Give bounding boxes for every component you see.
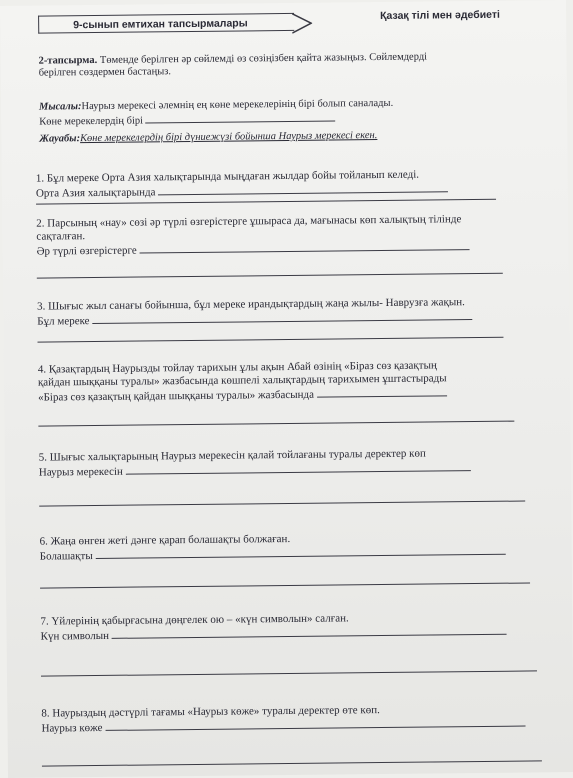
example-block — [39, 97, 509, 129]
task-text-line1: Төменде берілген әр сөйлемді өз сөзіңізбен қайта жазыңыз. Сөйлемдерді — [99, 51, 428, 66]
question-2-extra-line[interactable] — [37, 273, 503, 279]
question-6-extra-line[interactable] — [40, 582, 530, 588]
question-8-extra-line[interactable] — [42, 760, 542, 766]
task-instructions — [38, 51, 508, 80]
question-1-text: 1. Бұл мереке Орта Азия халықтарында мыңдаған жылдар бойы тойланып келеді. — [35, 168, 420, 185]
question-2-answer-line[interactable] — [139, 239, 469, 253]
answer-label: Жауабы: — [39, 133, 81, 145]
example-sentence: Наурыз мерекесі әлемнің ең көне мерекелерінің бірі болып саналады. — [81, 97, 394, 113]
question-2-text: 2. Парсының «нау» сөзі әр түрлі өзгерістерге ұшыраса да, мағынасы көп халықтың тілінде — [36, 213, 462, 230]
banner-arrow-icon — [292, 13, 312, 34]
question-1-answer-line[interactable] — [158, 181, 448, 195]
question-2-text-cont: сақталған. — [36, 230, 86, 243]
question-4-text-cont: қайдан шыққаны туралы» жазбасында көшпелі халықтардың тарихымен ұштастырады — [37, 372, 447, 389]
question-6 — [40, 530, 530, 563]
question-3 — [37, 295, 527, 328]
exam-banner-text: 9-сынып емтихан тапсырмалары — [73, 17, 248, 32]
question-7-text: 7. Үйлерінің қабырғасына дөңгелек ою – «күн символын» салған. — [40, 612, 349, 628]
question-7-prompt: Күн символын — [40, 629, 110, 643]
question-6-prompt: Болашақты — [39, 550, 93, 563]
question-4-text: 4. Қазақтардың Наурызды тойлау тарихын ұлы ақын Абай өзінің «Біраз сөз қазақтың — [37, 359, 437, 376]
question-8-prompt: Наурыз көже — [41, 721, 103, 735]
question-2-prompt: Әр түрлі өзгерістерге — [36, 244, 137, 258]
question-7 — [40, 610, 530, 643]
answer-block — [39, 129, 519, 145]
question-4-answer-line[interactable] — [317, 385, 447, 397]
question-5 — [39, 446, 529, 479]
question-1-prompt: Орта Азия халықтарында — [35, 186, 156, 200]
example-label: Мысалы: — [38, 101, 82, 113]
subject-title: Қазақ тілі мен әдебиеті — [380, 8, 500, 23]
exam-banner — [38, 13, 294, 34]
answer-text: Көне мерекелердің бірі дүниежүзі бойынша Наурыз мерекесі екен. — [79, 130, 378, 145]
task-number: 2-тапсырма. — [38, 54, 98, 67]
question-1 — [36, 167, 526, 200]
question-4-prompt: «Біраз сөз қазақтың қайдан шыққаны туралы» жазбасында — [38, 388, 314, 404]
example-prompt: Көне мерекелердің бірі — [39, 115, 144, 128]
question-6-text: 6. Жаңа өнген жеті дәнге қарап болашақты болжаған. — [39, 532, 291, 548]
question-8-text: 8. Наурыздың дәстүрлі тағамы «Наурыз көже» туралы деректер өте көп. — [41, 704, 380, 720]
question-3-text: 3. Шығыс жыл санағы бойынша, бұл мереке ирандықтардың жаңа жылы- Наврузға жақын. — [37, 296, 465, 313]
question-8 — [41, 702, 531, 735]
question-5-extra-line[interactable] — [39, 501, 525, 507]
question-2 — [36, 212, 526, 258]
question-3-extra-line[interactable] — [37, 337, 503, 343]
question-5-text: 5. Шығыс халықтарының Наурыз мерекесін қалай тойлағаны туралы деректер көп — [38, 447, 426, 464]
example-blank-line — [146, 110, 336, 123]
question-4-extra-line[interactable] — [38, 421, 514, 427]
question-7-extra-line[interactable] — [41, 670, 537, 676]
task-text-line2: берілген сөздермен бастаңыз. — [38, 66, 172, 79]
question-4 — [38, 358, 528, 404]
question-3-prompt: Бұл мереке — [37, 315, 90, 328]
question-5-prompt: Наурыз мерекесін — [38, 465, 123, 479]
question-5-answer-line[interactable] — [126, 460, 471, 475]
